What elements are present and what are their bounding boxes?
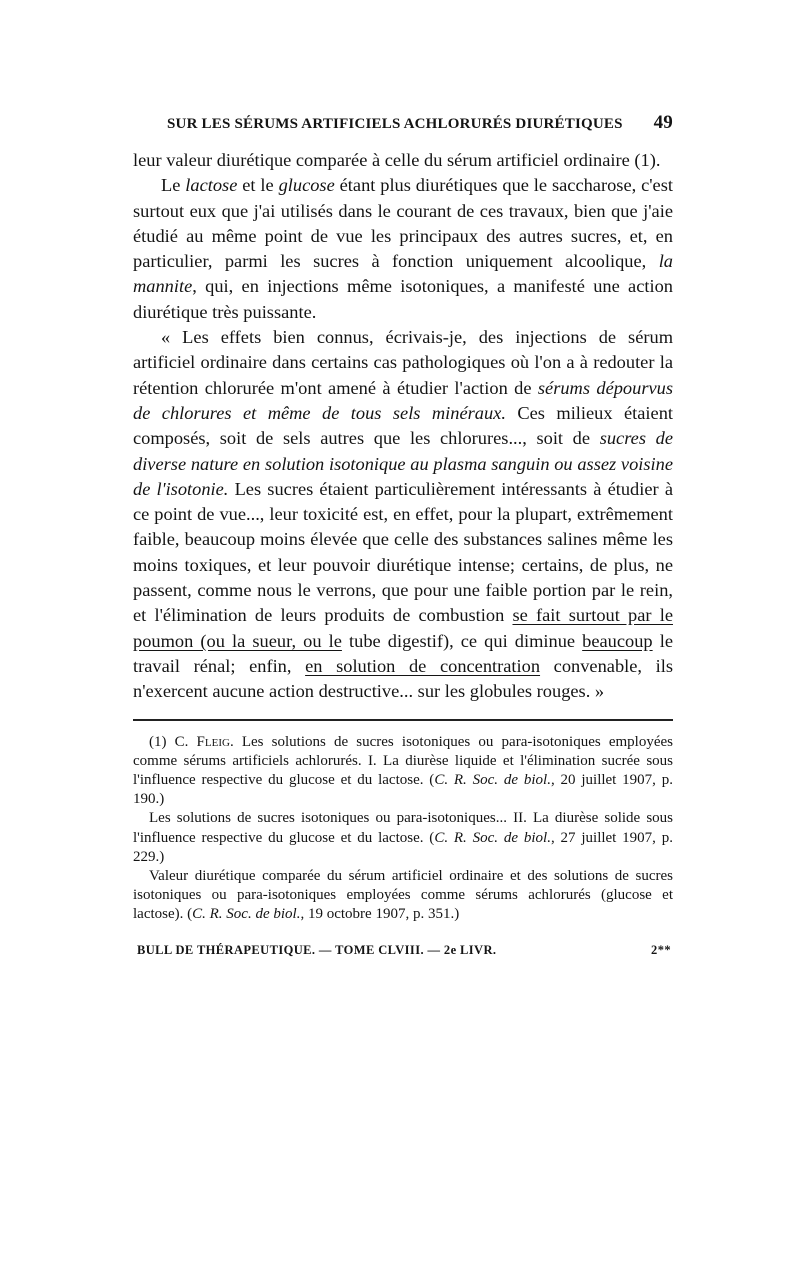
text-run: étant plus diurétiques que le saccharose, c'est surtout eux que j'ai utilisés dans le courant de ces travaux, bien que j'aie étudié au même point de vue les principaux des autres sucres, et, en particulier, parmi les sucres à fonction uniquement alcoolique, (133, 175, 673, 272)
text-run: , 20 juillet 1907, p. 190.) (133, 771, 674, 808)
italic-term: lactose (185, 175, 238, 196)
journal-title: C. R. Soc. de biol. (434, 771, 551, 788)
italic-term: glucose (278, 175, 335, 196)
text-run: Le (161, 175, 186, 196)
text-run: (1) C. (149, 733, 197, 750)
paragraph-3-quote (133, 325, 673, 704)
footnotes (133, 733, 673, 925)
text-run: , 19 octobre 1907, p. 351.) (300, 906, 460, 923)
journal-title: C. R. Soc. de biol. (434, 829, 551, 846)
running-header (167, 112, 673, 134)
footnote-divider (133, 719, 673, 721)
text-run: Les solutions de sucres isotoniques ou para-isotoniques... II. La diurèse solide sous l'influence respective du glucose et du lactose. ( (133, 810, 673, 846)
paragraph-1 (133, 148, 673, 173)
page-footer (133, 943, 673, 958)
paragraph-2 (133, 173, 673, 325)
text-run: « Les effets bien connus, écrivais-je, des injections de sérum artificiel ordinaire dans certains cas pathologiques où l'on a à redouter la rétention chlorurée m'ont amené à étudier l'action de (133, 327, 673, 398)
running-title: SUR LES SÉRUMS ARTIFICIELS ACHLORURÉS DIURÉTIQUES (167, 116, 623, 132)
underlined-phrase: se fait surtout par le poumon (ou la sueur, ou le (133, 605, 673, 651)
text-run: , 27 juillet 1907, p. 229.) (133, 829, 674, 865)
italic-phrase: sérums dépourvus de chlorures et même de tous sels minéraux. (133, 377, 673, 423)
text-run: le travail rénal; enfin, (133, 630, 673, 676)
underlined-phrase: en solution de concentration (305, 655, 541, 676)
document-page (133, 112, 673, 958)
italic-term: la mannite (133, 251, 673, 297)
text-run: et le (237, 175, 279, 196)
footnote-2 (133, 809, 673, 867)
text-run: ). (649, 150, 661, 170)
underlined-phrase: beaucoup (582, 630, 653, 651)
text-run: Ces milieux étaient composés, soit de sels autres que les chlorures..., soit de (133, 402, 674, 449)
author-name: Fleig (196, 733, 230, 750)
journal-title: C. R. Soc. de biol. (192, 906, 301, 923)
footer-signature: BULL DE THÉRAPEUTIQUE. — TOME CLVIII. — 2e LIVR. (137, 942, 497, 957)
italic-phrase: sucres de diverse nature en solution isotonique au plasma sanguin ou assez voisine de l'isotonie. (133, 428, 673, 499)
text-run: Les sucres étaient particulièrement intéressants à étudier à ce point de vue..., leur toxicité est, en effet, pour la plupart, extrêmement faible, beaucoup moins élevée que celle des substances salines même les moins toxiques, et leur pouvoir diurétique intense; certains, de plus, ne passent, comme nous le verrons, que pour une faible portion par le rein, et l'élimination de leurs produits de combustion (133, 478, 673, 626)
footnote-1 (133, 733, 673, 810)
text-run: convenable, ils n'exercent aucune action destructive... sur les globules rouges. » (133, 655, 674, 702)
footnote-reference: 1 (640, 150, 650, 170)
text-run: . Les solutions de sucres isotoniques ou para-isotoniques employées comme sérums artificiels achlorurés. I. La diurèse liquide et l'élimination sucrée sous l'influence respective du glucose et du lactose. ( (133, 733, 673, 788)
text-run: leur valeur diurétique comparée à celle du sérum artificiel ordinaire ( (133, 150, 641, 170)
text-run: Valeur diurétique comparée du sérum artificiel ordinaire et des solutions de sucres isotoniques ou para-isotoniques employées comme sérums achlorurés (glucose et lactose). ( (133, 867, 673, 923)
page-number: 49 (653, 112, 673, 133)
text-run: , qui, en injections même isotoniques, a manifesté une action diurétique très puissante. (133, 276, 673, 322)
footnote-3 (133, 867, 673, 925)
footer-sheet-mark: 2** (651, 942, 671, 957)
text-run: tube digestif), ce qui diminue (341, 630, 583, 651)
body-text (133, 148, 673, 705)
